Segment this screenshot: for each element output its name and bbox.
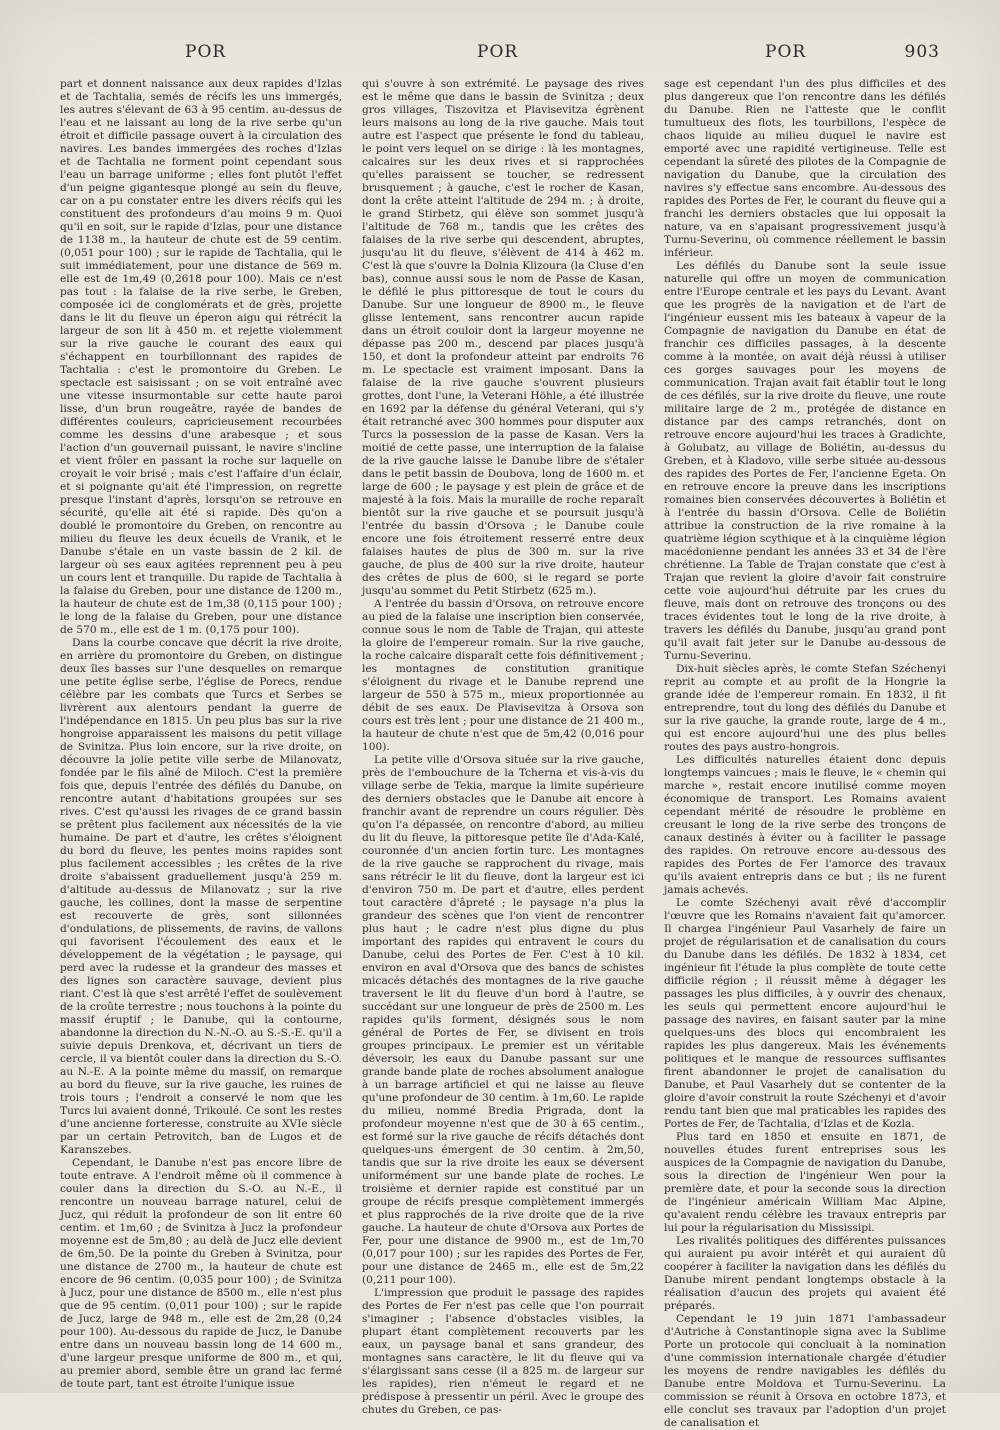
- paragraph: Le comte Széchenyi avait rêvé d'accomplir l'œuvre que les Romains n'avaient fait qu'amorcer. Il chargea l'ingénieur Paul Vasarhely de faire un projet de régularisation et de canalisation du cours du Danube dans les défilés. De 1832 à 1834, cet ingénieur fit l'étude la plus complète de toute cette difficile région ; il réussit même à dégager les passages les plus difficiles, à y ouvrir des chenaux, les seuls qui permettent encore aujourd'hui le passage des navires, en faisant sauter par la mine quelques-uns des blocs qui encombraient les rapides les plus dangereux. Mais les événements politiques et le manque de ressources suffisantes firent abandonner le projet de canalisation du Danube, et Paul Vasarhely dut se contenter de la gloire d'avoir construit la route Széchenyi et d'avoir rendu tant bien que mal praticables les rapides des Portes de Fer, de Tachtalia, d'Izlas et de Kozla.: [664, 897, 946, 1130]
- paragraph: A l'entrée du bassin d'Orsova, on retrouve encore au pied de la falaise une inscription bien conservée, connue sous le nom de Table de Trajan, qui atteste la gloire de l'empereur romain. Sur la rive gauche, la roche calcaire disparaît cette fois définitivement ; les montagnes de constitution granitique s'éloignent du rivage et le Danube reprend une largeur de 550 à 575 m., mieux proportionnée au débit de ses eaux. De Plavisevitza à Orsova son cours est très lent ; pour une distance de 21 400 m., la hauteur de chute n'est que de 5m,42 (0,016 pour 100).: [362, 598, 644, 753]
- column-2: [362, 78, 644, 1416]
- column-3: [664, 78, 946, 1429]
- running-header: [60, 38, 946, 68]
- header-center-word: POR: [477, 42, 519, 62]
- column-1: [60, 78, 342, 1390]
- paragraph: Plus tard en 1850 et ensuite en 1871, de nouvelles études furent entreprises sous les auspices de la Compagnie de navigation du Danube, sous la direction de l'ingénieur Wen pour la première date, et pour la seconde sous la direction de l'ingénieur américain William Mac Alpine, qu'avaient rendu célèbre les travaux entrepris par lui pour la régularisation du Mississipi.: [664, 1131, 946, 1234]
- paragraph: Cependant le 19 juin 1871 l'ambassadeur d'Autriche à Constantinople signa avec la Sublime Porte un protocole qui concluait à la nomination d'une commission internationale chargée d'étudier les moyens de rendre navigables les défilés du Danube entre Moldova et Turnu-Severinu. La commission se réunit à Orsova en octobre 1873, et elle conclut ses travaux par l'adoption d'un projet de canalisation et: [664, 1313, 946, 1429]
- paragraph: sage est cependant l'un des plus difficiles et des plus dangereux que l'on rencontre dans les défilés du Danube. Rien ne l'atteste que le conflit tumultueux des flots, les tourbillons, l'espèce de chaos liquide au milieu duquel le navire est emporté avec une rapidité vertigineuse. Telle est cependant la sûreté des pilotes de la Compagnie de navigation du Danube, que la circulation des navires s'y effectue sans encombre. Au-dessous des rapides des Portes de Fer, le courant du fleuve qui a franchi les derniers obstacles que lui opposait la nature, va en s'apaisant progressivement jusqu'à Turnu-Severinu, où commence réellement le bassin inférieur.: [664, 78, 946, 259]
- paragraph: qui s'ouvre à son extrémité. Le paysage des rives est le même que dans le bassin de Svinitza ; deux gros villages, Tiszovitza et Plavisevitza égrènent leurs maisons au long de la rive gauche. Mais tout autre est l'aspect que présente le fond du tableau, le point vers lequel on se dirige : là les montagnes, calcaires sur les deux rives et si rapprochées qu'elles paraissent se toucher, se redressent brusquement ; à gauche, c'est le rocher de Kasan, dont la crête atteint l'altitude de 294 m. ; à droite, le grand Stirbetz, qui élève son sommet jusqu'à l'altitude de 768 m., tandis que les crêtes des falaises de la rive serbe qui descendent, abruptes, jusqu'au lit du fleuve, s'élèvent de 414 à 462 m. C'est là que s'ouvre la Dolnia Klizoura (la Cluse d'en bas), connue aussi sous le nom de Passe de Kasan, le défilé le plus pittoresque de tout le cours du Danube. Sur une longueur de 8900 m., le fleuve glisse lentement, sans rencontrer aucun rapide dans un étroit couloir dont la largeur moyenne ne dépasse pas 200 m., descend par places jusqu'à 150, et dont la profondeur atteint par endroits 76 m. Le spectacle est vraiment imposant. Dans la falaise de la rive gauche s'ouvrent plusieurs grottes, dont l'une, la Veterani Höhle, a été illustrée en 1692 par la défense du général Veterani, qui s'y était retranché avec 300 hommes pour disputer aux Turcs la possession de la passe de Kasan. Vers la moitié de cette passe, une interruption de la falaise de la rive gauche laisse le Danube libre de s'étaler dans le petit bassin de Doubova, long de 1600 m. et large de 600 ; le paysage y est plein de grâce et de majesté à la fois. Mais la muraille de roche reparaît bientôt sur la rive gauche et se poursuit jusqu'à l'entrée du bassin d'Orsova ; le Danube coule encore une fois étroitement resserré entre deux falaises hautes de plus de 300 m. sur la rive gauche, de plus de 400 sur la rive droite, hauteur des crêtes de plus de 600, si le regard se porte jusqu'au sommet du Petit Stirbetz (625 m.).: [362, 78, 644, 597]
- header-right-word: POR: [765, 42, 807, 62]
- page-number: 903: [904, 42, 940, 62]
- paragraph: Les difficultés naturelles étaient donc depuis longtemps vaincues ; mais le fleuve, le « chemin qui marche », restait encore inutilisé comme moyen économique de transport. Les Romains avaient cependant mérité de résoudre le problème en creusant le long de la rive serbe des tronçons de canaux destinés à éviter ou à faciliter le passage des rapides. On retrouve encore au-dessous des rapides des Portes de Fer l'amorce des travaux qu'ils avaient entrepris dans ce but ; ils ne furent jamais achevés.: [664, 754, 946, 896]
- paragraph: part et donnent naissance aux deux rapides d'Izlas et de Tachtalia, semés de récifs les uns immergés, les autres s'élevant de 63 à 95 centim. au-dessus de l'eau et ne laissant au long de la rive serbe qu'un étroit et difficile passage ouvert à la circulation des navires. Les bandes immergées des roches d'Izlas et de Tachtalia ne forment point cependant sous l'eau un barrage uniforme ; elles font plutôt l'effet d'un peigne gigantesque plongé au sein du fleuve, car on a pu constater entre les divers récifs qui les constituent des profondeurs d'au moins 9 m. Quoi qu'il en soit, sur le rapide d'Izlas, pour une distance de 1138 m., la hauteur de chute est de 59 centim. (0,051 pour 100) ; sur le rapide de Tachtalia, qui le suit immédiatement, pour une distance de 569 m. elle est de 1m,49 (0,2618 pour 100). Mais ce n'est pas tout : la falaise de la rive serbe, le Greben, composée ici de conglomérats et de grès, projette dans le lit du fleuve un éperon aigu qui rétrécit la largeur de son lit à 450 m. et rejette violemment sur la rive gauche le courant des eaux qui s'échappent en tourbillonnant des rapides de Tachtalia : c'est le promontoire du Greben. Le spectacle est saisissant ; on se voit entraîné avec une vitesse insurmontable sur cette haute paroi lisse, d'un brun rougeâtre, rayée de bandes de différentes couleurs, capricieusement recourbées comme les dessins d'une arabesque ; et sous l'action d'un gouvernail puissant, le navire s'incline et vient frôler en passant la roche sur laquelle on croyait le voir brisé ; mais c'est l'affaire d'un éclair, et si poignante qu'ait été l'impression, on regrette presque l'instant d'après, lorsqu'on se retrouve en sécurité, qu'elle ait été si rapide. Dès qu'on a doublé le promontoire du Greben, on rencontre au milieu du fleuve les deux écueils de Vranik, et le Danube s'étale en un vaste bassin de 2 kil. de largeur où ses eaux agitées reprennent peu à peu un cours lent et tranquille. Du rapide de Tachtalia à la falaise du Greben, pour une distance de 1200 m., la hauteur de chute est de 1m,38 (0,115 pour 100) ; le long de la falaise du Greben, pour une distance de 570 m., elle est de 1 m. (0,175 pour 100).: [60, 78, 342, 636]
- paragraph: La petite ville d'Orsova située sur la rive gauche, près de l'embouchure de la Tcherna et vis-à-vis du village serbe de Tekia, marque la limite supérieure des derniers obstacles que le Danube ait encore à franchir avant de reprendre un cours régulier. Dès qu'on l'a dépassée, on rencontre d'abord, au milieu du lit du fleuve, la pittoresque petite île d'Ada-Kalé, couronnée d'un ancien fortin turc. Les montagnes de la rive gauche se rapprochent du rivage, mais sans rétrécir le lit du fleuve, dont la largeur est ici d'environ 750 m. De part et d'autre, elles perdent tout caractère d'âpreté ; le paysage n'a plus la grandeur des scènes que l'on vient de rencontrer plus haut ; le cadre n'est plus digne du plus important des rapides qui entravent le cours du Danube, celui des Portes de Fer. C'est à 10 kil. environ en aval d'Orsova que des bancs de schistes micacés détachés des montagnes de la rive gauche traversent le lit du fleuve d'un bord à l'autre, se succédant sur une longueur de près de 2500 m. Les rapides qu'ils forment, désignés sous le nom général de Portes de Fer, se divisent en trois groupes principaux. Le premier est un véritable déversoir, les eaux du Danube passant sur une grande bande plate de roches absolument analogue à un barrage artificiel et qui ne laisse au fleuve qu'une profondeur de 30 centim. à 1m,60. Le rapide du milieu, nommé Bredia Prigrada, dont la profondeur moyenne n'est que de 30 à 65 centim., est formé sur la rive gauche de récifs détachés dont quelques-uns émergent de 30 centim. à 2m,50, tandis que sur la rive droite les eaux se déversent uniformément sur une bande plate de roches. Le troisième et dernier rapide est constitué par un groupe de récifs presque complètement immergés et plus rapprochés de la rive droite que de la rive gauche. La hauteur de chute d'Orsova aux Portes de Fer, pour une distance de 9900 m., est de 1m,70 (0,017 pour 100) ; sur les rapides des Portes de Fer, pour une distance de 2465 m., elle est de 5m,22 (0,211 pour 100).: [362, 754, 644, 1286]
- paragraph: L'impression que produit le passage des rapides des Portes de Fer n'est pas celle que l'on pourrait s'imaginer ; l'absence d'obstacles visibles, la plupart étant complètement recouverts par les eaux, un paysage banal et sans grandeur, des montagnes sans caractère, le lit du fleuve qui va s'élargissant sans cesse (il a 825 m. de largeur sur les rapides), rien n'émeut le regard et ne prédispose à pressentir un péril. Avec le groupe des chutes du Greben, ce pas-: [362, 1287, 644, 1416]
- paragraph: Les rivalités politiques des différentes puissances qui auraient pu avoir intérêt et qui auraient dû coopérer à faciliter la navigation dans les défilés du Danube mirent pendant longtemps obstacle à la réalisation d'aucun des projets qui avaient été préparés.: [664, 1235, 946, 1312]
- paragraph: Les défilés du Danube sont la seule issue naturelle qui offre un moyen de communication entre l'Europe centrale et les pays du Levant. Avant que les progrès de la navigation et de l'art de l'ingénieur eussent mis les bateaux à vapeur de la Compagnie de navigation du Danube en état de franchir ces difficiles passages, à la descente comme à la montée, on avait déjà réussi à utiliser ces gorges sauvages pour les moyens de communication. Trajan avait fait établir tout le long de ces défilés, sur la rive droite du fleuve, une route militaire large de 2 m., protégée de distance en distance par des camps retranchés, dont on retrouve encore aujourd'hui les traces à Gradichte, à Golubatz, au village de Boliétin, au-dessus du Greben, et à Kladovo, ville serbe située au-dessous des rapides des Portes de Fer, l'ancienne Egeta. On en retrouve encore la preuve dans les inscriptions romaines bien conservées découvertes à Boliétin et à l'entrée du bassin d'Orsova. Celle de Boliétin attribue la construction de la rive romaine à la quatrième légion scythique et à la cinquième légion macédonienne pendant les années 33 et 34 de l'ère chrétienne. La Table de Trajan constate que c'est à Trajan que revient la gloire d'avoir fait construire cette voie aujourd'hui détruite par les crues du fleuve, mais dont on retrouve des tronçons ou des traces évidentes tout le long de la rive droite, à travers les défilés du Danube, jusqu'au grand pont qu'il avait fait jeter sur le Danube au-dessous de Turnu-Severinu.: [664, 260, 946, 662]
- paragraph: Dans la courbe concave que décrit la rive droite, en arrière du promontoire du Greben, on distingue deux îles basses sur l'une desquelles on remarque une petite église serbe, l'église de Porecs, rendue célèbre par les combats que Turcs et Serbes se livrèrent aux alentours pendant la guerre de l'indépendance en 1815. Un peu plus bas sur la rive hongroise apparaissent les maisons du petit village de Svinitza. Plus loin encore, sur la rive droite, on découvre la jolie petite ville serbe de Milanovatz, fondée par le fils aîné de Miloch. C'est la première fois que, depuis l'entrée des défilés du Danube, on rencontre autant d'habitations groupées sur ses rives. C'est qu'aussi les rivages de ce grand bassin se prêtent plus facilement aux nécessités de la vie humaine. De part et d'autre, les crêtes s'éloignent du bord du fleuve, les pentes moins rapides sont plus facilement accessibles ; les crêtes de la rive droite s'abaissent graduellement jusqu'à 259 m. d'altitude au-dessus de Milanovatz ; sur la rive gauche, les collines, dont la masse de serpentine est recouverte de grès, sont sillonnées d'ondulations, de plissements, de ravins, de vallons qui favorisent l'écoulement des eaux et le développement de la végétation ; le paysage, qui perd avec la rudesse et la grandeur des masses et des lignes son caractère sauvage, devient plus riant. C'est là que s'est arrêté l'effet de soulèvement de la croûte terrestre ; nous touchons à la pointe du massif éruptif ; le Danube, qui la contourne, abandonne la direction du N.-N.-O. au S.-S.-E. qu'il a suivie depuis Drenkova, et, décrivant un tiers de cercle, il va bientôt couler dans la direction du S.-O. au N.-E. A la pointe même du massif, on remarque au bord du fleuve, sur la rive gauche, les ruines de trois tours ; l'endroit a conservé le nom que les Turcs lui avaient donné, Trikoulé. Ce sont les restes d'une ancienne forteresse, construite au XVIe siècle par un certain Petrovitch, ban de Lugos et de Karanszebes.: [60, 637, 342, 1156]
- paragraph: Dix-huit siècles après, le comte Stefan Széchenyi reprit au compte et au profit de la Hongrie la grande idée de l'empereur romain. En 1832, il fit entreprendre, tout du long des défilés du Danube et sur la rive gauche, la grande route, large de 4 m., qui est encore aujourd'hui une des plus belles routes des pays austro-hongrois.: [664, 663, 946, 753]
- header-left-word: POR: [185, 42, 227, 62]
- text-columns: [60, 78, 946, 1429]
- paragraph: Cependant, le Danube n'est pas encore libre de toute entrave. A l'endroit même où il commence à couler dans la direction du S.-O. au N.-E., il rencontre un nouveau barrage naturel, celui de Jucz, qui réduit la profondeur de son lit entre 60 centim. et 1m,60 ; de Svinitza à Jucz la profondeur moyenne est de 5m,80 ; au delà de Jucz elle devient de 6m,50. De la pointe du Greben à Svinitza, pour une distance de 2700 m., la hauteur de chute est encore de 96 centim. (0,035 pour 100) ; de Svinitza à Jucz, pour une distance de 8500 m., elle n'est plus que de 95 centim. (0,011 pour 100) ; sur le rapide de Jucz, large de 948 m., elle est de 2m,28 (0,24 pour 100). Au-dessous du rapide de Jucz, le Danube entre dans un nouveau bassin long de 14 600 m., d'une largeur presque uniforme de 800 m., et qui, au premier abord, semble être un grand lac fermé de toute part, tant est étroite l'unique issue: [60, 1157, 342, 1390]
